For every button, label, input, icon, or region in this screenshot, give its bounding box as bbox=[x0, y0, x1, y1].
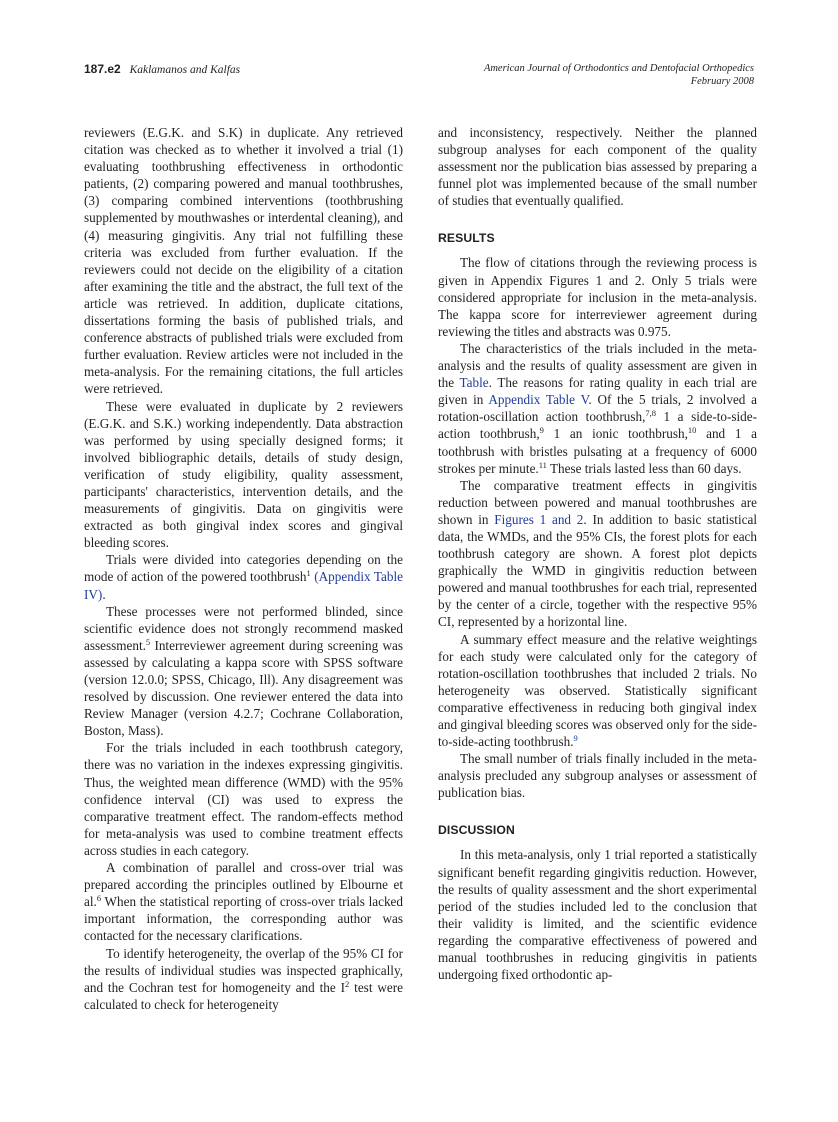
text-run: . bbox=[102, 586, 106, 602]
results-paragraph-5: The small number of trials finally included in the meta-analysis precluded any subgroup analyses or assessment of publication bias. bbox=[438, 751, 757, 801]
methods-paragraph-1: reviewers (E.G.K. and S.K) in duplicate. Any retrieved citation was checked as to whether it involved a trial (1) evaluating toothbrushing effectiveness in orthodontic patients, (2) comparing powered and manual toothbrushes, (3) comparing combined interventions (toothbrushing supplemented by mouthwashes or interdental cleaning), and (4) measuring gingivitis. Any trial not fulfilling these criteria was excluded from further evaluation. If the reviewers could not decide on the eligibility of a citation after examining the title and the abstract, the full text of the article was retrieved. In addition, duplicate citations, dissertations forming the basis of published trials, and conference abstracts of published trials were excluded from further evaluation. Review articles were not included in the meta-analysis. For the remaining citations, the full articles were retrieved. bbox=[84, 125, 403, 397]
text-run: Interreviewer agreement during screening was assessed by calculating a kappa score with SPSS software (version 12.0.0; SPSS, Chicago, Ill). Any disagreement was resolved by discussion. One reviewer entered the data into Review Manager (version 4.2.7; Cochrane Collaboration, Boston, Mass). bbox=[84, 637, 403, 739]
text-run: 1 a side-to-side-action toothbrush, bbox=[438, 409, 757, 442]
page-number: 187.e2 bbox=[84, 62, 121, 76]
results-heading: RESULTS bbox=[438, 231, 495, 246]
methods-paragraph-5: For the trials included in each toothbrush category, there was no variation in the indexes expressing gingivitis. Thus, the weighted mean difference (WMD) with the 95% confidence interval (CI) was used to express the comparative treatment effect. The random-effects method for meta-analysis was used to combine treatment effects across studies in each category. bbox=[84, 740, 403, 858]
citation-ref[interactable]: 9 bbox=[539, 425, 544, 436]
text-run: These processes were not performed blinded, since scientific evidence does not strongly recommend masked assessment. bbox=[84, 603, 403, 653]
citation-ref[interactable]: 6 bbox=[96, 893, 102, 904]
text-run: The characteristics of the trials included in the meta-analysis and the results of quality assessment are given in the bbox=[438, 340, 757, 391]
text-run: The comparative treatment effects in gingivitis reduction between powered and manual toothbrushes are shown in bbox=[438, 477, 757, 527]
text-run: . In addition to basic statistical data, the WMDs, and the 95% CIs, the forest plots for each toothbrush category are shown. A forest plot depicts graphically the WMD in gingivitis reduction between powered and manual toothbrushes for each trial, represented by the center of a circle, together with the respective 95% CI, represented by a horizontal line. bbox=[438, 511, 757, 630]
text-run: . Of the 5 trials, 2 involved a rotation-oscillation action toothbrush, bbox=[438, 392, 758, 425]
results-paragraph-1: The flow of citations through the reviewing process is given in Appendix Figures 1 and 2. Only 5 trials were considered appropriate for inclusion in the meta-analysis. The kappa score for interreviewer agreement during reviewing the titles and abstracts was 0.975. bbox=[438, 255, 757, 339]
citation-ref[interactable]: 1 bbox=[306, 568, 311, 579]
citation-ref[interactable]: 11 bbox=[538, 459, 547, 470]
results-paragraph-2 bbox=[438, 340, 757, 477]
running-header bbox=[84, 62, 754, 102]
issue-date: February 2008 bbox=[690, 76, 754, 87]
citation-ref[interactable]: 10 bbox=[687, 425, 697, 436]
appendix-table-v-link[interactable]: Appendix Table V bbox=[488, 392, 589, 408]
text-run: These trials lasted less than 60 days. bbox=[546, 460, 742, 476]
text-run: and 1 a toothbrush with bristles pulsating at a frequency of 6000 strokes per minute. bbox=[438, 426, 757, 476]
citation-ref[interactable]: 9 bbox=[573, 733, 578, 744]
header-right bbox=[484, 62, 754, 88]
right-column bbox=[438, 124, 757, 983]
table-link[interactable]: Table bbox=[459, 375, 489, 391]
figures-link[interactable]: Figures 1 and 2 bbox=[494, 511, 584, 527]
superscript: 2 bbox=[345, 978, 350, 989]
results-paragraph-3 bbox=[438, 477, 757, 631]
running-authors: Kaklamanos and Kalfas bbox=[129, 64, 241, 76]
text-run: 1 an ionic toothbrush, bbox=[543, 426, 688, 442]
discussion-heading: DISCUSSION bbox=[438, 823, 515, 838]
results-paragraph-4 bbox=[438, 631, 757, 751]
methods-paragraph-2: These were evaluated in duplicate by 2 reviewers (E.G.K. and S.K.) working independently. Data abstraction was performed by using specially designed forms; it involved bibliographic details, details of study design, verification of study eligibility, quality assessment, participants' characteristics, intervention details, and the measurements of gingivitis. Data on gingivitis were extracted as both gingival index scores and gingival bleeding scores. bbox=[84, 398, 403, 551]
header-left bbox=[84, 62, 240, 76]
text-run: To identify heterogeneity, the overlap of the 95% CI for the results of individual studies was inspected graphically, and the Cochran test for homogeneity and the I bbox=[84, 945, 403, 995]
citation-ref[interactable]: 5 bbox=[145, 636, 151, 647]
discussion-paragraph-1: In this meta-analysis, only 1 trial reported a statistically significant benefit regarding gingivitis reduction. However, the results of quality assessment and the short experimental period of the studies included led to the conclusion that their validity is limited, and the scientific evidence regarding the comparative effectiveness of powered and manual toothbrushes in reducing gingivitis in patients undergoing fixed orthodontic ap- bbox=[438, 847, 757, 983]
citation-ref[interactable]: 7,8 bbox=[645, 408, 656, 419]
text-run: When the statistical reporting of cross-over trials lacked important information, the corresponding author was contacted for the necessary clarifications. bbox=[84, 894, 403, 944]
text-run: Trials were divided into categories depending on the mode of action of the powered toothbrush bbox=[84, 552, 403, 585]
text-run: A summary effect measure and the relative weightings for each study were calculated only for the category of rotation-oscillation toothbrushes that included 2 trials. No heterogeneity was observed. Statistically significant comparative effectiveness in reducing both gingival index and gingival bleeding scores was observed only for the side-to-side-acting toothbrush. bbox=[438, 631, 757, 750]
journal-name: American Journal of Orthodontics and Dentofacial Orthopedics bbox=[483, 63, 754, 74]
text-run: A combination of parallel and cross-over trial was prepared according the principles outlined by Elbourne et al. bbox=[84, 860, 403, 910]
text-run: test were calculated to check for heterogeneity bbox=[84, 979, 403, 1012]
appendix-table-iv-link[interactable]: (Appendix Table IV) bbox=[84, 569, 404, 602]
methods-paragraph-3 bbox=[84, 551, 403, 602]
text-run: . The reasons for rating quality in each trial are given in bbox=[438, 375, 757, 408]
methods-paragraph-6 bbox=[84, 859, 403, 944]
methods-paragraph-7 bbox=[84, 945, 403, 1013]
left-column bbox=[84, 124, 403, 1013]
methods-paragraph-8: and inconsistency, respectively. Neither the planned subgroup analyses for each component of the quality assessment nor the publication bias assessed by preparing a funnel plot was implemented because of the small number of studies that eventually qualified. bbox=[438, 125, 757, 209]
methods-paragraph-4 bbox=[84, 603, 403, 740]
